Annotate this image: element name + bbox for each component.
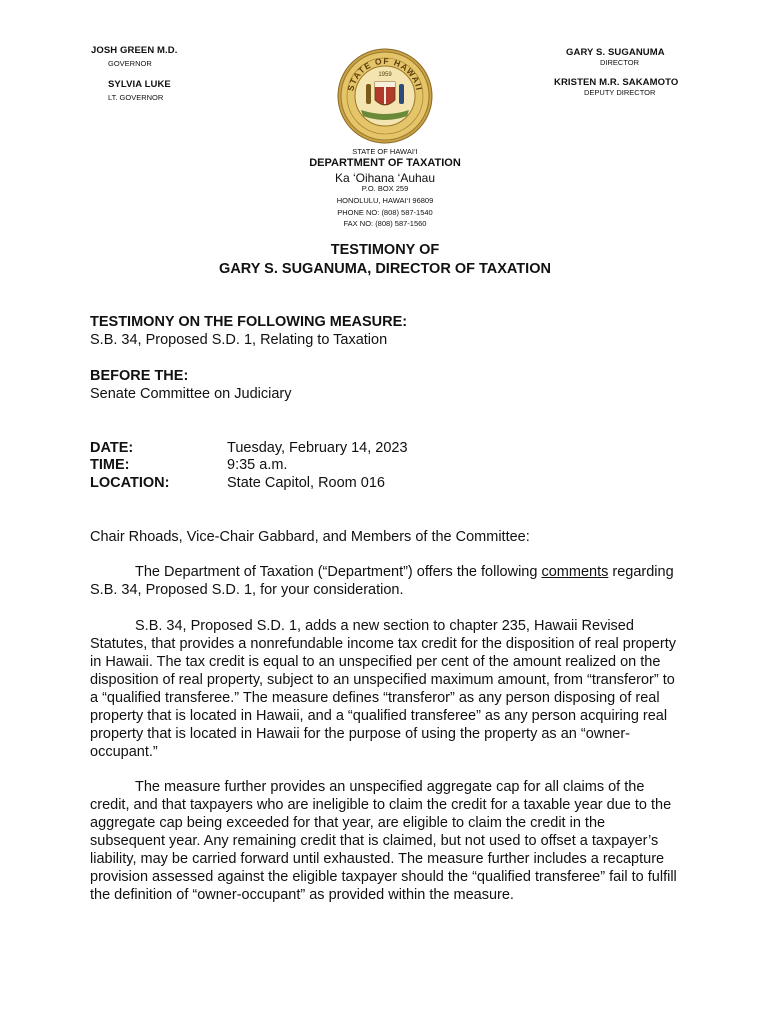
letterhead-po-box: P.O. BOX 259 [361, 184, 409, 193]
letterhead-department: DEPARTMENT OF TAXATION [309, 157, 461, 169]
location-value: State Capitol, Room 016 [227, 475, 385, 491]
letterhead-city: HONOLULU, HAWAI‘I 96809 [336, 196, 434, 205]
director-name: GARY S. SUGANUMA [566, 47, 665, 58]
date-label: DATE: [90, 440, 134, 456]
measure-text: S.B. 34, Proposed S.D. 1, Relating to Taxation [90, 332, 388, 348]
governor-name: JOSH GREEN M.D. [91, 45, 178, 56]
letterhead-fax: FAX NO: (808) 587-1560 [343, 219, 427, 228]
seal-text: STATE OF HAWAII [345, 55, 425, 93]
letterhead-phone: PHONE NO: (808) 587-1540 [337, 208, 433, 217]
comments-underlined: comments [541, 564, 609, 580]
seal-year: 1959 [378, 72, 392, 78]
testimony-title: TESTIMONY OF [330, 242, 440, 258]
letterhead-hawaiian-name: Ka ‘Oihana ‘Auhau [334, 171, 436, 185]
director-title: DIRECTOR [600, 58, 640, 67]
salutation: Chair Rhoads, Vice-Chair Gabbard, and Members of the Committee: [90, 529, 530, 545]
paragraph-3: The measure further provides an unspecified aggregate cap for all claims of the credit, and that taxpayers who are ineligible to claim the credit for a taxable year due to the aggregate cap being exceeded for that year, are eligible to claim the credit in the subsequent year. Any remaining credit that is claimed, but not used to offset a taxpayer’s liability, may be carried forward until exhausted. The measure further includes a recapture provision assessed against the eligible taxpayer should the “qualified transferee” fail to fulfill the definition of “owner-occupant” as provided within the measure. [90, 779, 677, 903]
paragraph-2: S.B. 34, Proposed S.D. 1, adds a new section to chapter 235, Hawaii Revised Statutes, that provides a nonrefundable income tax credit for the disposition of real property in Hawaii. The tax credit is equal to an unspecified per cent of the amount realized on the disposition of real property, subject to an unspecified maximum amount, from “transferor” to a “qualified transferee.” The measure defines “transferor” as any person disposing of real property that is located in Hawaii, and a “qualified transferee” as any person acquiring real property that is located in Hawaii for the purpose of using the property as an “owner-occupant.” [90, 618, 676, 760]
testimony-subtitle: GARY S. SUGANUMA, DIRECTOR OF TAXATION [219, 261, 551, 277]
time-value: 9:35 a.m. [227, 457, 288, 473]
letterhead-state: STATE OF HAWAI‘I [352, 147, 418, 156]
paragraph-1-end: regarding S.B. 34, Proposed S.D. 1, for your consideration. [90, 564, 674, 598]
governor-title: GOVERNOR [108, 59, 152, 68]
deputy-director-title: DEPUTY DIRECTOR [584, 88, 656, 97]
measure-heading: TESTIMONY ON THE FOLLOWING MEASURE: [90, 314, 408, 330]
before-heading: BEFORE THE: [90, 368, 189, 384]
state-seal-icon [337, 48, 433, 144]
location-label: LOCATION: [90, 475, 170, 491]
lt-governor-name: SYLVIA LUKE [108, 79, 171, 90]
before-text: Senate Committee on Judiciary [90, 386, 292, 402]
lt-governor-title: LT. GOVERNOR [108, 93, 164, 102]
deputy-director-name: KRISTEN M.R. SAKAMOTO [554, 77, 679, 88]
paragraph-1 [90, 563, 682, 599]
time-label: TIME: [90, 457, 130, 473]
paragraph-1-start: The Department of Taxation (“Department”) offers the following [135, 564, 542, 580]
date-value: Tuesday, February 14, 2023 [227, 440, 408, 456]
